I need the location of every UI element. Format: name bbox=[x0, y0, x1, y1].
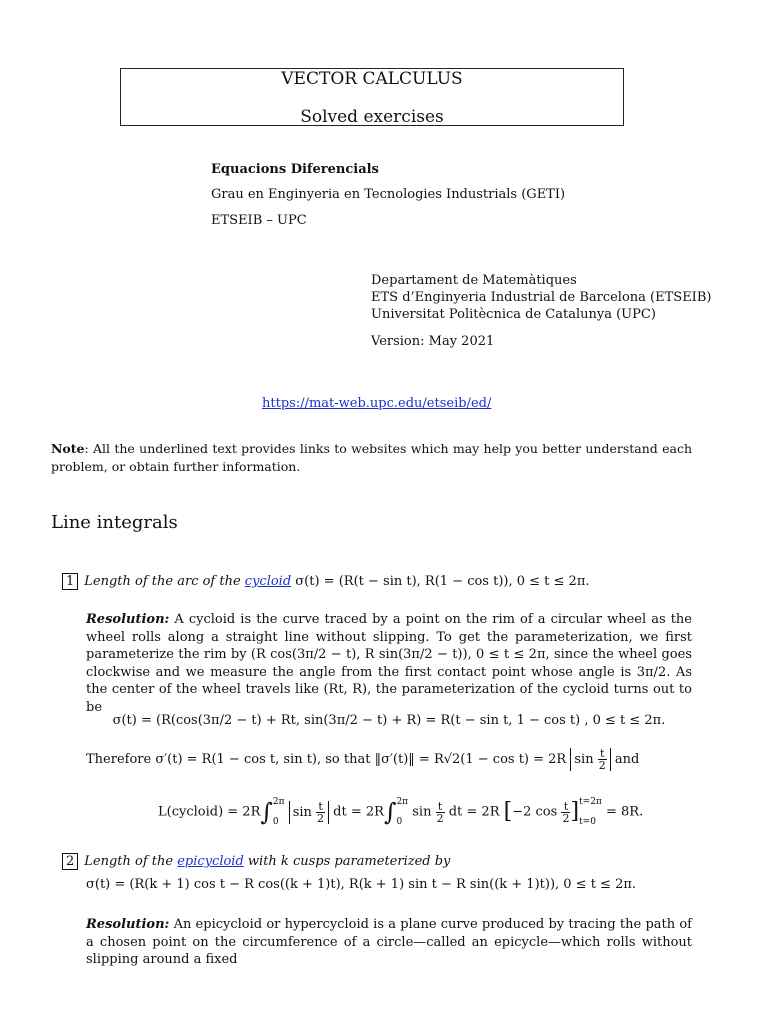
integral-sign-1: ∫ bbox=[260, 798, 273, 826]
and-word: and bbox=[614, 752, 640, 767]
frac-num-2: t bbox=[316, 801, 325, 813]
sin-label-2: sin bbox=[292, 804, 312, 820]
integral-limits-1 bbox=[273, 797, 285, 827]
fraction-t-over-2 bbox=[598, 748, 607, 771]
document-title: VECTOR CALCULUS bbox=[281, 69, 463, 89]
school-short: ETSEIB – UPC bbox=[211, 213, 307, 228]
length-lhs: L(cycloid) = 2R bbox=[158, 804, 261, 820]
frac-num: t bbox=[598, 748, 607, 760]
sin-label-3: sin bbox=[412, 804, 432, 820]
integral-limits-2 bbox=[396, 797, 408, 827]
abs-sin-half-2 bbox=[289, 801, 329, 824]
website-link[interactable]: https://mat-web.upc.edu/etseib/ed/ bbox=[262, 396, 492, 411]
frac-den-2: 2 bbox=[317, 811, 325, 825]
exercise-1-prefix: Length of the arc of the bbox=[84, 574, 245, 589]
frac-num-4: t bbox=[561, 801, 570, 813]
resolution-text-2: An epicycloid or hypercycloid is a plane curve produced by tracing the path of a chosen point on the circumference of a circle—called an epicycle—which rolls without slipping around a fixed bbox=[86, 917, 692, 967]
department-line2: ETS d’Enginyeria Industrial de Barcelona (ETSEIB) bbox=[371, 290, 712, 305]
cycloid-parameterization-equation: σ(t) = (R(cos(3π/2 − t) + Rt, sin(3π/2 − t) + R) = R(t − sin t, 1 − cos t) , 0 ≤ t ≤ 2π. bbox=[112, 713, 666, 728]
derivative-line bbox=[86, 745, 692, 775]
bracket-inner: −2 cos bbox=[512, 804, 558, 820]
note-paragraph bbox=[51, 440, 692, 476]
exercise-2-suffix: with k cusps parameterized by bbox=[243, 854, 451, 869]
frac-den: 2 bbox=[598, 759, 606, 772]
exercise-2-statement bbox=[62, 853, 450, 870]
epicycloid-parameterization: σ(t) = (R(k + 1) cos t − R cos((k + 1)t), R(k + 1) sin t − R sin((k + 1)t)), 0 ≤ t ≤ 2π. bbox=[86, 877, 637, 892]
derivative-text: Therefore σ′(t) = R(1 − cos t, sin t), so that ‖σ′(t)‖ = R√2(1 − cos t) = 2R bbox=[86, 752, 567, 767]
exercise-2-resolution bbox=[86, 916, 692, 969]
degree-name: Grau en Enginyeria en Tecnologies Industrials (GETI) bbox=[211, 187, 566, 202]
eval-lower: t=0 bbox=[579, 817, 596, 827]
exercise-2-number: 2 bbox=[62, 853, 78, 870]
frac-den-3: 2 bbox=[436, 811, 444, 825]
version-label: Version: May 2021 bbox=[371, 334, 495, 349]
arc-length-result: = 8R. bbox=[601, 804, 644, 820]
frac-den-4: 2 bbox=[562, 811, 570, 825]
arc-length-equation bbox=[158, 795, 678, 830]
resolution-text-1: A cycloid is the curve traced by a point on the rim of a circular wheel as the wheel rolls along a straight line without slipping. To get the parameterization, we first parameterize the rim by (R cos(3π/2 − t), R sin(3π/2 − t)), 0 ≤ t ≤ 2π, since the wheel goes clockwise and we measure the angle from the first contact point whose angle is 3π/2. As the center of the wheel travels like (Rt, R), the parameterization of the cycloid turns out to be bbox=[86, 612, 692, 715]
exercise-2-prefix: Length of the bbox=[84, 854, 178, 869]
integral-sign-2: ∫ bbox=[383, 798, 397, 826]
dt-end: dt = 2R bbox=[444, 804, 500, 820]
integral-upper-2: 2π bbox=[396, 797, 409, 807]
note-text: : All the underlined text provides links to websites which may help you better understand each problem, or obtain further information. bbox=[51, 441, 692, 474]
department-line3: Universitat Politècnica de Catalunya (UPC) bbox=[371, 307, 656, 322]
note-label: Note bbox=[51, 441, 85, 456]
exercise-1-resolution bbox=[86, 611, 692, 716]
epicycloid-link[interactable]: epicycloid bbox=[177, 854, 244, 869]
exercise-1-number: 1 bbox=[62, 573, 78, 590]
dt-middle: dt = 2R bbox=[329, 804, 384, 820]
integral-upper-1: 2π bbox=[272, 797, 285, 807]
exercise-1-statement bbox=[62, 573, 590, 590]
section-title: Line integrals bbox=[51, 512, 178, 533]
cycloid-link[interactable]: cycloid bbox=[244, 574, 292, 589]
abs-sin-half bbox=[570, 748, 610, 771]
fraction-t-over-2-c bbox=[436, 801, 445, 824]
exercise-1-formula: σ(t) = (R(t − sin t), R(1 − cos t)), 0 ≤ t ≤ 2π. bbox=[291, 574, 590, 589]
evaluation-limits bbox=[579, 797, 602, 827]
right-bracket: ] bbox=[570, 799, 580, 824]
integral-lower-1: 0 bbox=[272, 817, 279, 827]
sin-label: sin bbox=[574, 752, 594, 767]
eval-upper: t=2π bbox=[579, 797, 602, 807]
department-line1: Departament de Matemàtiques bbox=[371, 273, 577, 288]
integral-lower-2: 0 bbox=[396, 817, 403, 827]
resolution-label-2: Resolution: bbox=[86, 917, 170, 932]
fraction-t-over-2-b bbox=[316, 801, 325, 824]
document-subtitle: Solved exercises bbox=[300, 107, 444, 127]
resolution-label-1: Resolution: bbox=[86, 612, 170, 627]
frac-num-3: t bbox=[436, 801, 445, 813]
course-name: Equacions Diferencials bbox=[211, 162, 379, 177]
title-box bbox=[120, 68, 624, 126]
left-bracket: [ bbox=[503, 799, 513, 824]
